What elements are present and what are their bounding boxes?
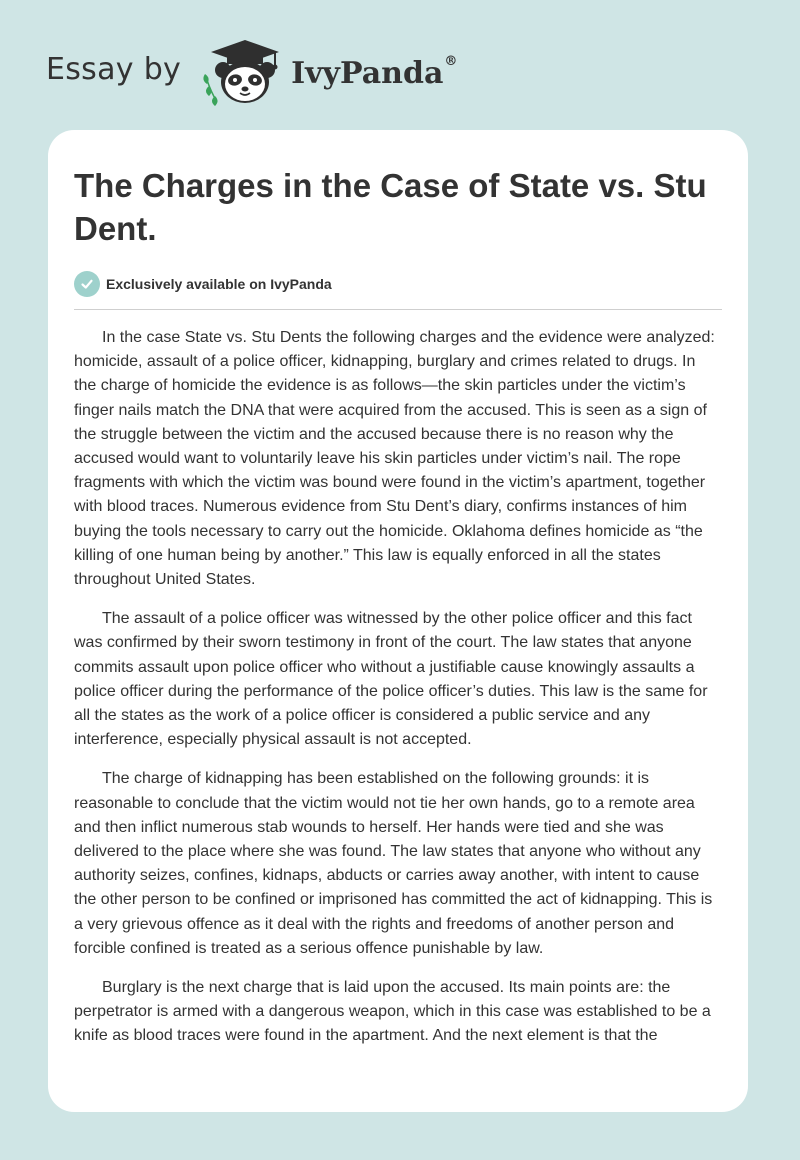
brand-name-text: IvyPanda — [291, 55, 444, 91]
essay-by-label: Essay by — [46, 51, 182, 87]
essay-paragraph: The assault of a police officer was witnessed by the other police officer and this fact was confirmed by their sworn testimony in front of the court. The law states that anyone commits assault upon police officer who without a justifiable cause knowingly assaults a police officer during the performance of the police officer’s duties. This law is the same for all the states as the work of a police officer is considered a public service and any interference, especially physical assault is not accepted. — [74, 610, 708, 749]
essay-paragraph: In the case State vs. Stu Dents the following charges and the evidence were analyzed: homicide, assault of a police officer, kidnapping, burglary and crimes related to drugs. In the charge of homicide the evidence is as follows—the skin particles under the victim’s finger nails match the DNA that were acquired from the accused. This is seen as a sign of the struggle between the victim and the accused because there is no reason why the accused would want to voluntarily leave his skin particles under victim’s nail. The rope fragments with which the victim was bound were found in the victim’s apartment, together with blood traces. Numerous evidence from Stu Dent’s diary, confirms instances of him buying the tools necessary to carry out the homicide. Oklahoma defines homicide as “the killing of one human being by another.” This law is equally enforced in all the states throughout United States. — [74, 329, 715, 589]
essay-title: The Charges in the Case of State vs. Stu Dent. — [74, 167, 707, 247]
check-icon — [74, 271, 100, 297]
site-header — [46, 36, 457, 108]
brand-name[interactable] — [291, 53, 458, 91]
essay-paragraph: The charge of kidnapping has been established on the following grounds: it is reasonable to conclude that the victim would not tie her own hands, go to a remote area and then inflict numerous stab wounds to herself. Her hands were tied and she was delivered to the place where she was found. The law states that anyone who without any authority seizes, confines, kidnaps, abducts or carries away another, with intent to cause the other person to be confined or imprisoned has committed the act of kidnapping. This is a very grievous offence as it deal with the rights and freedoms of another person and forcible confined is treated as a serious offence punishable by law. — [74, 770, 713, 957]
panda-graduate-icon — [197, 36, 285, 108]
exclusive-badge — [74, 270, 722, 298]
essay-paragraph: Burglary is the next charge that is laid upon the accused. Its main points are: the perpetrator is armed with a dangerous weapon, which in this case was established to be a knife as blood traces were found in the apartment. And the next element is that the — [74, 979, 711, 1045]
title-divider — [74, 309, 722, 310]
essay-body — [74, 326, 722, 1049]
ivypanda-logo-link[interactable] — [197, 36, 285, 108]
registered-mark: ® — [444, 53, 458, 69]
essay-card — [48, 130, 748, 1112]
exclusive-badge-text: Exclusively available on IvyPanda — [106, 276, 332, 292]
